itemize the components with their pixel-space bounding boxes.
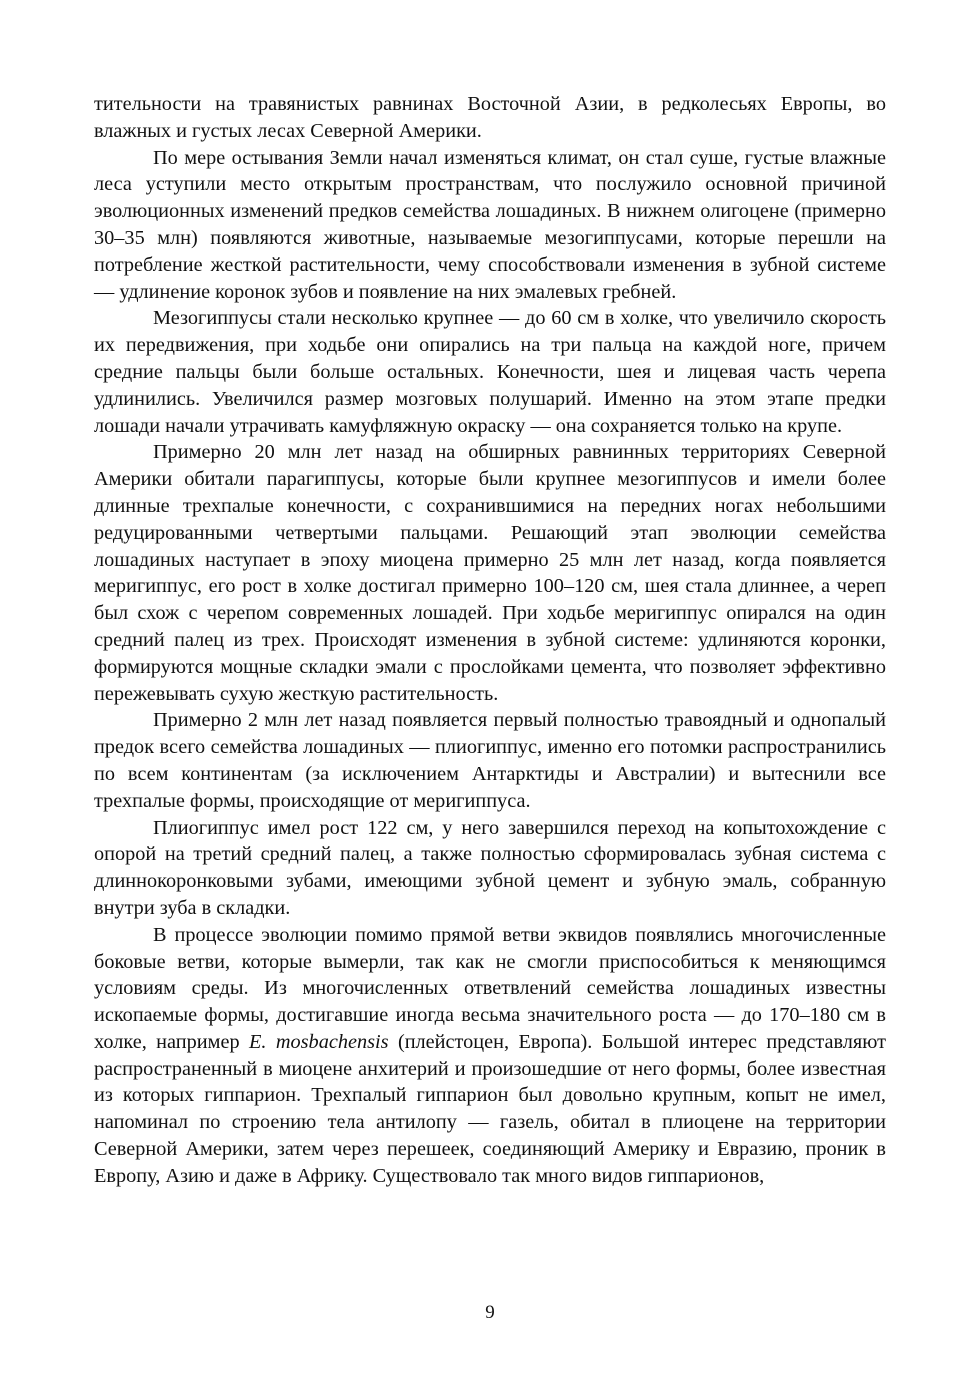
paragraph-mesohippus: Мезогиппусы стали несколько крупнее — до 60 см в холке, что увеличило скорость их передвижения, при ходьбе они опирались на три пальца на каждой ноге, причем средние пальцы были больше остальных. Конечности, шея и лицевая часть черепа удлинились. Увеличился размер мозговых полушарий. Именно на этом этапе предки лошади начали утрачивать камуфляжную окраску — она сохраняется только на крупе. (94, 307, 886, 437)
paragraph-side-branches (94, 922, 886, 1190)
species-name: E. mosbachensis (249, 1030, 389, 1053)
page-number: 9 (485, 1302, 495, 1323)
paragraph-climate-change: По мере остывания Земли начал изменяться климат, он стал суше, густые влажные леса уступили место открытым пространствам, что послужило основной причиной эволюционных изменений предков семейства лошадиных. В нижнем олигоцене (примерно 30–35 млн) появляются животные, называемые мезогиппусами, которые перешли на потребление жесткой растительности, чему способствовали изменения в зубной системе — удлинение коронок зубов и появление на них эмалевых гребней. (94, 146, 886, 303)
side-branches-text-before: В процессе эволюции помимо прямой ветви эквидов появлялись многочисленные боковые ветви, которые вымерли, так как не смогли приспособиться к меняющимся условиям среды. Из многочисленных ответвлений семейства лошадиных известны ископаемые формы, достигавшие иногда весьма значительного роста — до 170–180 см в холке, например (94, 923, 886, 1053)
page-body (94, 91, 886, 1190)
paragraph-parahippus-merychippus: Примерно 20 млн лет назад на обширных равнинных территориях Северной Америки обитали парагиппусы, которые были крупнее мезогиппусов и имели более длинные трехпалые конечности, с сохранившимися на передних ногах небольшими редуцированными четвертыми пальцами. Решающий этап эволюции семейства лошадиных наступает в эпоху миоцена примерно 25 млн лет назад, когда появляется меригиппус, его рост в холке достигал примерно 100–120 см, шея стала длиннее, а череп был схож с черепом современных лошадей. При ходьбе меригиппус опирался на один средний палец из трех. Происходят изменения в зубной системе: удлиняются коронки, формируются мощные складки эмали с прослойками цемента, что позволяет эффективно пережевывать сухую жесткую растительность. (94, 441, 886, 705)
paragraph-pliohippus-traits: Плиогиппус имел рост 122 см, у него завершился переход на копытохождение с опорой на третий средний палец, а также полностью сформировалась зубная система с длиннокоронковыми зубами, имеющими зубной цемент и зубную эмаль, собранную внутри зуба в складки. (94, 816, 886, 919)
paragraph-pliohippus-origin: Примерно 2 млн лет назад появляется первый полностью травоядный и однопалый предок всего семейства лошадиных — плиогиппус, именно его потомки распространились по всем континентам (за исключением Антарктиды и Австралии) и вытеснили все трехпалые формы, происходящие от меригиппуса. (94, 709, 886, 812)
side-branches-text-after: (плейстоцен, Европа). Большой интерес представляют распространенный в миоцене анхитерий и произошедшие от него формы, более известная из которых гиппарион. Трехпалый гиппарион был довольно крупным, копыт не имел, напоминал по строению тела антилопу — газель, обитал в плиоцене на территории Северной Америки, затем через перешеек, соединяющий Америку и Евразию, проник в Европу, Азию и даже в Африку. Существовало так много видов гиппарионов, (94, 1030, 886, 1187)
paragraph-continued: тительности на травянистых равнинах Восточной Азии, в редколесьях Европы, во влажных и густых лесах Северной Америки. (94, 93, 886, 142)
